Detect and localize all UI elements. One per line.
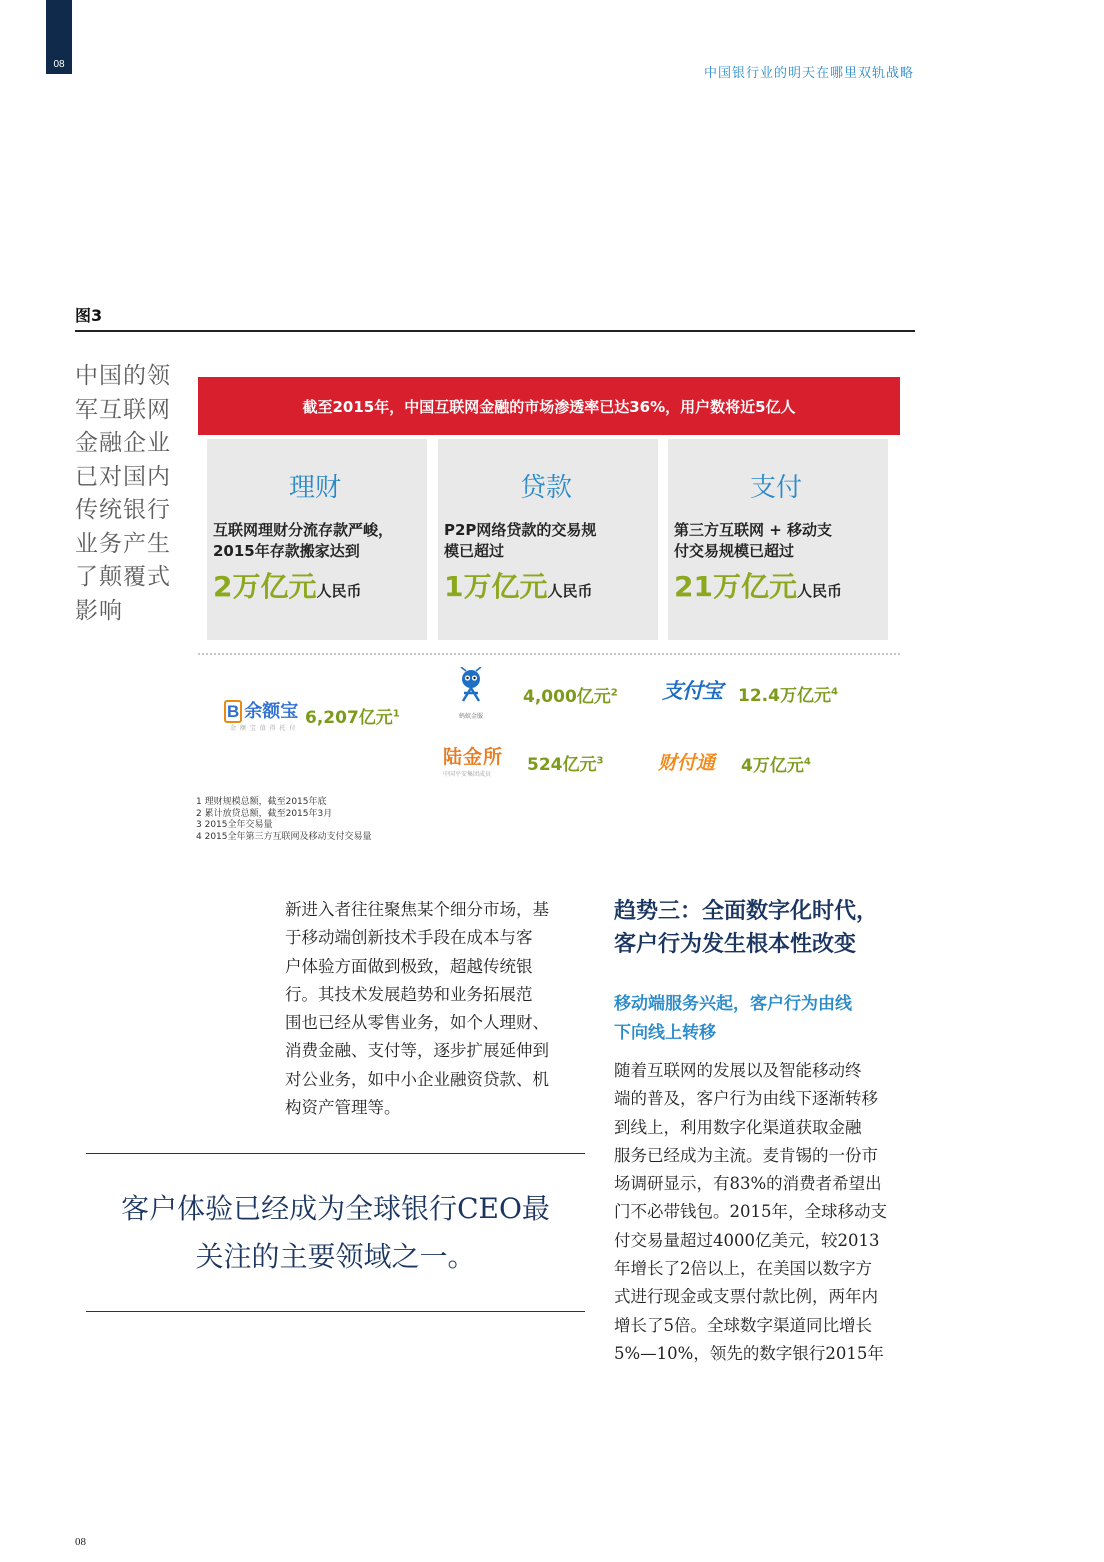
card-desc-line: 2015年存款搬家达到	[213, 542, 360, 560]
section-heading-line: 客户行为发生根本性改变	[614, 931, 857, 957]
card-heading: 贷款	[519, 473, 572, 503]
card-value-unit: 万亿元	[463, 570, 548, 603]
body-line: 年增长了2倍以上，在美国以数字方	[614, 1259, 872, 1279]
card-desc-line: 付交易规模已超过	[674, 542, 795, 560]
card-value-number: 2	[213, 570, 233, 603]
section-heading	[614, 895, 878, 961]
footnote: 2 累计放贷总额，截至2015年3月	[196, 808, 333, 819]
yuebao-footnote-ref: 1	[392, 708, 400, 720]
body-line: 增长了5倍。全球数字渠道同比增长	[614, 1315, 872, 1335]
side-title-line: 已对国内	[75, 463, 171, 490]
body-line: 式进行现金或支票付款比例，两年内	[614, 1287, 878, 1307]
caifutong-value-text: 4万亿元	[741, 756, 804, 776]
card-value	[674, 565, 878, 605]
side-title-line: 金融企业	[75, 430, 171, 456]
side-title-line: 传统银行	[75, 497, 171, 523]
card-heading: 支付	[749, 473, 802, 503]
ant-value-text: 4,000亿元	[523, 687, 611, 707]
figure-side-title	[75, 360, 177, 628]
caifutong-logo	[658, 748, 715, 775]
body-line: 服务已经成为主流。麦肯锡的一份市	[614, 1145, 878, 1165]
page-number: 08	[75, 1536, 86, 1548]
ant-icon	[454, 667, 488, 707]
alipay-logo	[662, 675, 722, 705]
lufax-value	[527, 750, 603, 775]
card-desc-line: 模已超过	[444, 542, 505, 560]
card-value-unit: 万亿元	[712, 570, 797, 603]
alipay-logo-name: 支付宝	[662, 680, 722, 703]
caifutong-logo-name: 财付通	[658, 753, 716, 774]
body-line: 构资产管理等。	[285, 1098, 401, 1118]
yuebao-value	[305, 703, 400, 728]
yuebao-logo-name: 余额宝	[244, 701, 299, 721]
card-loans	[438, 439, 658, 640]
pull-quote-line: 客户体验已经成为全球银行CEO最	[121, 1192, 550, 1225]
lufax-value-text: 524亿元	[527, 755, 597, 775]
footnote: 1 理财规模总额，截至2015年底	[196, 797, 327, 807]
subheading-line: 移动端服务兴起，客户行为由线	[614, 994, 852, 1014]
card-value	[213, 565, 417, 605]
lufax-tagline: 中国平安集团成员	[443, 771, 492, 778]
pull-quote-top-rule	[86, 1153, 585, 1154]
body-line: 到线上，利用数字化渠道获取金融	[614, 1117, 862, 1137]
body-line: 对公业务，如中小企业融资贷款、机	[285, 1069, 549, 1089]
caifutong-footnote-ref: 4	[803, 756, 811, 768]
body-line: 随着互联网的发展以及智能移动终	[614, 1061, 862, 1080]
card-payments	[668, 439, 888, 640]
figure-label: 图3	[75, 306, 103, 325]
yuebao-logo	[224, 697, 298, 732]
footnote: 4 2015全年第三方互联网及移动支付交易量	[196, 831, 372, 842]
body-line: 场调研显示，有83%的消费者希望出	[614, 1174, 882, 1194]
section-subheading	[614, 990, 852, 1048]
figure-footnotes	[196, 797, 372, 843]
alipay-footnote-ref: 4	[830, 686, 838, 698]
ant-footnote-ref: 2	[610, 687, 618, 699]
caifutong-value	[741, 751, 811, 776]
page-tab	[46, 0, 72, 74]
card-desc-line: P2P网络贷款的交易规	[444, 521, 597, 539]
side-title-line: 影响	[75, 597, 123, 624]
card-value-number: 21	[674, 570, 713, 603]
ant-logo-name: 蚂蚁金服	[458, 713, 483, 720]
card-wealth-management	[207, 439, 427, 640]
pull-quote-line: 关注的主要领域之一。	[195, 1240, 476, 1273]
card-heading: 理财	[288, 473, 341, 503]
card-currency: 人民币	[316, 582, 362, 600]
yuebao-b-icon: B	[224, 700, 242, 723]
lufax-logo	[443, 742, 503, 778]
card-currency: 人民币	[796, 582, 842, 600]
card-value-unit: 万亿元	[232, 570, 317, 603]
lufax-logo-name: 陆金所	[443, 747, 504, 768]
section-heading-line: 趋势三：全面数字化时代，	[614, 898, 879, 924]
lufax-footnote-ref: 3	[596, 755, 604, 767]
card-value	[444, 565, 648, 605]
body-line: 5%—10%，领先的数字银行2015年	[614, 1343, 884, 1363]
alipay-value-text: 12.4万亿元	[738, 686, 831, 706]
card-desc-line: 第三方互联网 + 移动支	[674, 521, 833, 539]
ant-financial-logo	[450, 667, 492, 720]
running-title: 中国银行业的明天在哪里双轨战略	[703, 66, 914, 81]
card-currency: 人民币	[547, 582, 593, 600]
body-line: 围也已经从零售业务，如个人理财、	[285, 1013, 549, 1033]
side-title-line: 中国的领	[75, 363, 171, 389]
card-description	[213, 520, 417, 562]
dotted-divider	[198, 653, 900, 655]
alipay-value	[738, 681, 838, 706]
pull-quote	[86, 1185, 585, 1281]
body-line: 户体验方面做到极致，超越传统银	[285, 956, 533, 976]
yuebao-value-text: 6,207亿元	[305, 708, 393, 728]
right-body-text	[614, 1057, 919, 1368]
footnote: 3 2015全年交易量	[196, 820, 273, 830]
body-line: 新进入者往往聚焦某个细分市场，基	[285, 900, 549, 919]
subheading-line: 下向线上转移	[614, 1023, 716, 1043]
card-desc-line: 互联网理财分流存款严峻，	[213, 521, 394, 539]
body-line: 消费金融、支付等，逐步扩展延伸到	[285, 1041, 549, 1061]
yuebao-tagline: 余 额 宝 值 得 托 付	[230, 725, 297, 732]
side-title-line: 军互联网	[75, 396, 171, 423]
page-tab-number: 08	[53, 59, 65, 70]
side-title-line: 业务产生	[75, 530, 171, 557]
body-line: 于移动端创新技术手段在成本与客	[285, 928, 533, 948]
pull-quote-bottom-rule	[86, 1311, 585, 1312]
body-line: 端的普及，客户行为由线下逐渐转移	[614, 1089, 878, 1109]
body-line: 行。其技术发展趋势和业务拓展范	[285, 984, 533, 1004]
card-description	[444, 520, 648, 562]
infographic-banner: 截至2015年，中国互联网金融的市场渗透率已达36%，用户数将近5亿人	[198, 377, 900, 435]
side-title-line: 了颠覆式	[75, 564, 171, 590]
ant-value	[523, 682, 618, 707]
card-value-number: 1	[444, 570, 464, 603]
left-body-text	[285, 896, 590, 1122]
body-line: 付交易量超过4000亿美元，较2013	[614, 1230, 880, 1250]
card-description	[674, 520, 878, 562]
body-line: 门不必带钱包。2015年，全球移动支	[614, 1202, 887, 1222]
figure-rule	[75, 330, 915, 332]
